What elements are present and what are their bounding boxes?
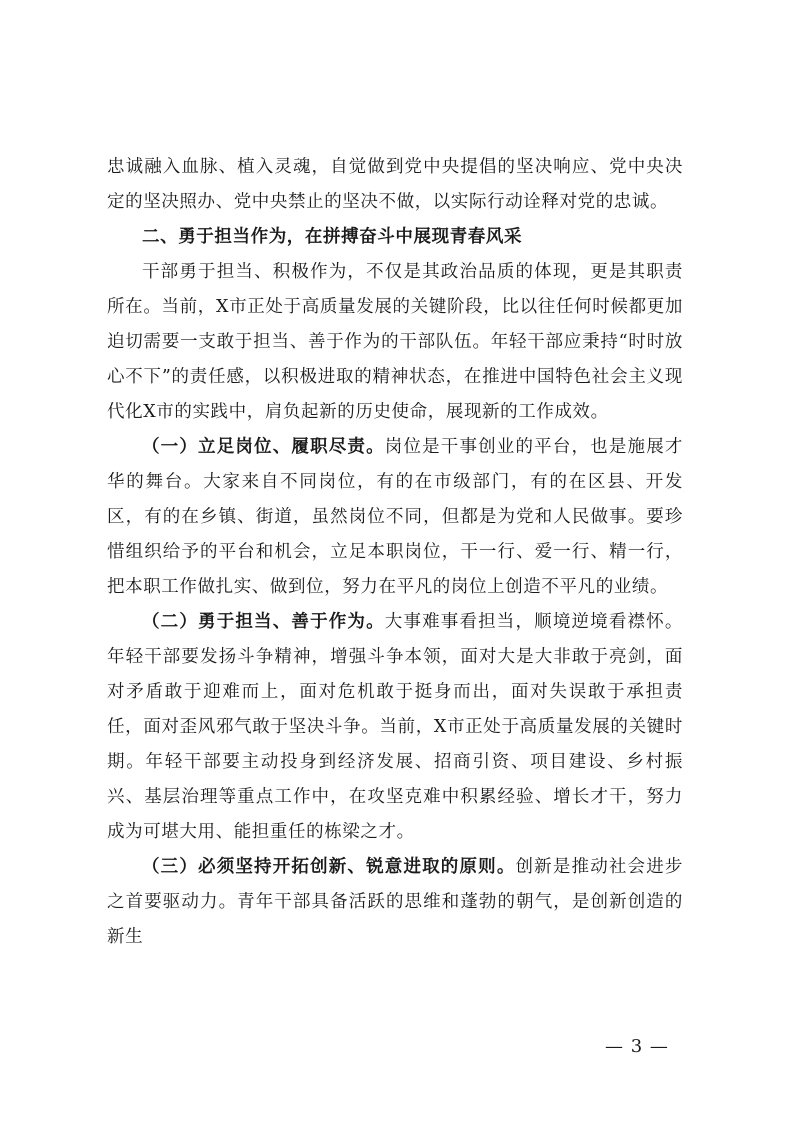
item-1-lead: （一）立足岗位、履职尽责。: [142, 437, 385, 457]
item-1-body: 岗位是干事创业的平台，也是施展才华的舞台。大家来自不同岗位，有的在市级部门，有的在区县、开发区，有的在乡镇、街道，虽然岗位不同，但都是为党和人民做事。要珍惜组织给予的平台和机会，立足本职岗位，干一行、爱一行、精一行，把本职工作做扎实、做到位，努力在平凡的岗位上创造不平凡的业绩。: [107, 437, 683, 597]
section-heading: 二、勇于担当作为，在拼搏奋斗中展现青春风采: [142, 227, 523, 247]
body-text: [107, 150, 683, 955]
section-intro-paragraph: 干部勇于担当、积极作为，不仅是其政治品质的体现，更是其职责所在。当前，X市正处于高质量发展的关键阶段，比以往任何时候都更加迫切需要一支敢于担当、善于作为的干部队伍。年轻干部应秉持“时时放心不下”的责任感，以积极进取的精神状态，在推进中国特色社会主义现代化X市的实践中，肩负起新的历史使命，展现新的工作成效。: [107, 262, 683, 422]
continuation-paragraph: 忠诚融入血脉、植入灵魂，自觉做到党中央提倡的坚决响应、党中央决定的坚决照办、党中央禁止的坚决不做，以实际行动诠释对党的忠诚。: [107, 157, 683, 212]
item-2-paragraph: [107, 605, 683, 850]
item-2-body: 大事难事看担当，顺境逆境看襟怀。年轻干部要发扬斗争精神，增强斗争本领，面对大是大非敢于亮剑，面对矛盾敢于迎难而上，面对危机敢于挺身而出，面对失误敢于承担责任，面对歪风邪气敢于坚决斗争。当前，X市正处于高质量发展的关键时期。年轻干部要主动投身到经济发展、招商引资、项目建设、乡村振兴、基层治理等重点工作中，在攻坚克难中积累经验、增长才干，努力成为可堪大用、能担重任的栋梁之才。: [107, 612, 683, 842]
item-3-body: 创新是推动社会进步之首要驱动力。青年干部具备活跃的思维和蓬勃的朝气，是创新创造的新生: [107, 857, 683, 947]
item-3-paragraph: [107, 850, 683, 955]
item-3-lead: （三）必须坚持开拓创新、锐意进取的原则。: [142, 857, 516, 877]
item-1-paragraph: [107, 430, 683, 605]
item-2-lead: （二）勇于担当、善于作为。: [142, 612, 385, 632]
page-number: — 3 —: [605, 1036, 669, 1057]
